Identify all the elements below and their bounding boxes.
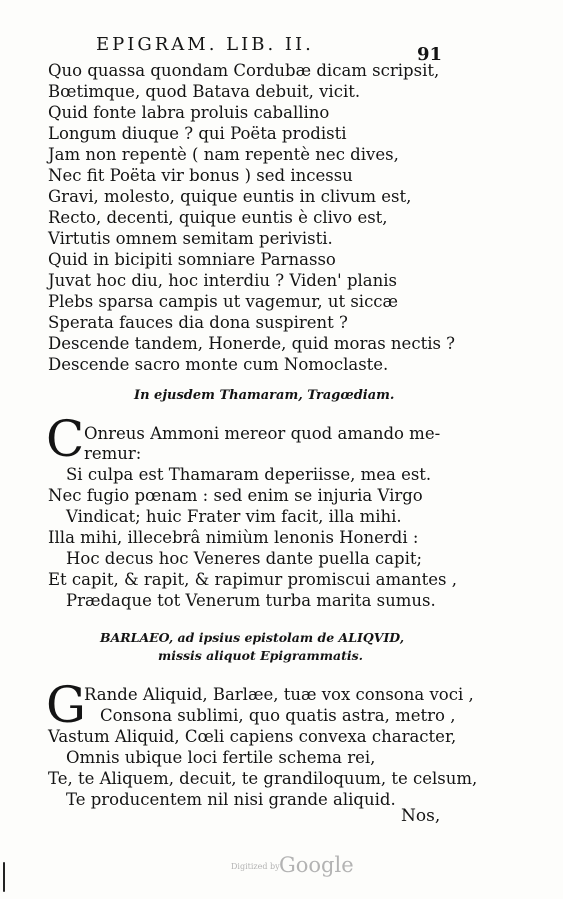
poem-line: Virtutis omnem semitam perivisti.: [48, 229, 333, 248]
digitized-label: Digitized by: [231, 862, 280, 871]
poem-line: Quid fonte labra proluis caballino: [48, 103, 330, 122]
poem-line: Sperata fauces dia dona suspirent ?: [48, 313, 348, 332]
running-header: [96, 34, 426, 62]
poem-line: Onreus Ammoni mereor quod amando me-: [84, 424, 441, 443]
poem-line: Bœtimque, quod Batava debuit, vicit.: [48, 82, 361, 101]
poem-line: Vindicat; huic Frater vim facit, illa mihi.: [66, 507, 402, 526]
poem-line: Rande Aliquid, Barlæe, tuæ vox consona voci ,: [84, 685, 474, 704]
poem-line: Juvat hoc diu, hoc interdiu ? Viden' planis: [48, 271, 397, 290]
poem-line: Illa mihi, illecebrâ nimiùm lenonis Honerdi :: [48, 528, 419, 547]
poem-line: Et capit, & rapit, & rapimur promiscui amantes ,: [48, 570, 457, 589]
poem-line: remur:: [84, 444, 142, 463]
poem-line: Te, te Aliquem, decuit, te grandiloquum, te celsum,: [48, 769, 478, 788]
poem-line: Gravi, molesto, quique euntis in clivum est,: [48, 187, 412, 206]
poem-line: Vastum Aliquid, Cœli capiens convexa character,: [48, 727, 457, 746]
page-number: 91: [417, 44, 443, 65]
poem-line: Recto, decenti, quique euntis è clivo est,: [48, 208, 388, 227]
poem-line: Te producentem nil nisi grande aliquid.: [66, 790, 396, 809]
poem-line: Prædaque tot Venerum turba marita sumus.: [66, 591, 436, 610]
poem-line: Consona sublimi, quo quatis astra, metro ,: [100, 706, 456, 725]
running-title: EPIGRAM. LIB. II.: [96, 34, 314, 55]
digitized-watermark: [229, 853, 354, 881]
page-edge-mark: [3, 862, 5, 892]
poem-line: Jam non repentè ( nam repentè nec dives,: [48, 145, 399, 164]
section-subtitle: missis aliquot Epigrammatis.: [158, 648, 363, 663]
poem-line: Quid in bicipiti somniare Parnasso: [48, 250, 336, 269]
poem-line: Hoc decus hoc Veneres dante puella capit;: [66, 549, 423, 568]
poem-line: Descende sacro monte cum Nomoclaste.: [48, 355, 389, 374]
poem-line: Nec fit Poëta vir bonus ) sed incessu: [48, 166, 353, 185]
drop-cap: G: [46, 676, 86, 734]
poem-line: Quo quassa quondam Cordubæ dicam scripsit,: [48, 61, 440, 80]
poem-line: Si culpa est Thamaram deperiisse, mea est.: [66, 465, 432, 484]
poem-line: Plebs sparsa campis ut vagemur, ut siccæ: [48, 292, 399, 311]
poem-line: Nec fugio pœnam : sed enim se injuria Virgo: [48, 486, 423, 505]
poem-line: Descende tandem, Honerde, quid moras nectis ?: [48, 334, 456, 353]
section-title: In ejusdem Thamaram, Tragœdiam.: [134, 388, 395, 403]
drop-cap: C: [46, 410, 85, 468]
google-logo: Google: [279, 853, 354, 877]
poem-line: Longum diuque ? qui Poëta prodisti: [48, 124, 347, 143]
poem-line: Omnis ubique loci fertile schema rei,: [66, 748, 376, 767]
catchword: Nos,: [401, 806, 441, 826]
section-title: BARLAEO, ad ipsius epistolam de ALIQVID,: [100, 630, 405, 645]
